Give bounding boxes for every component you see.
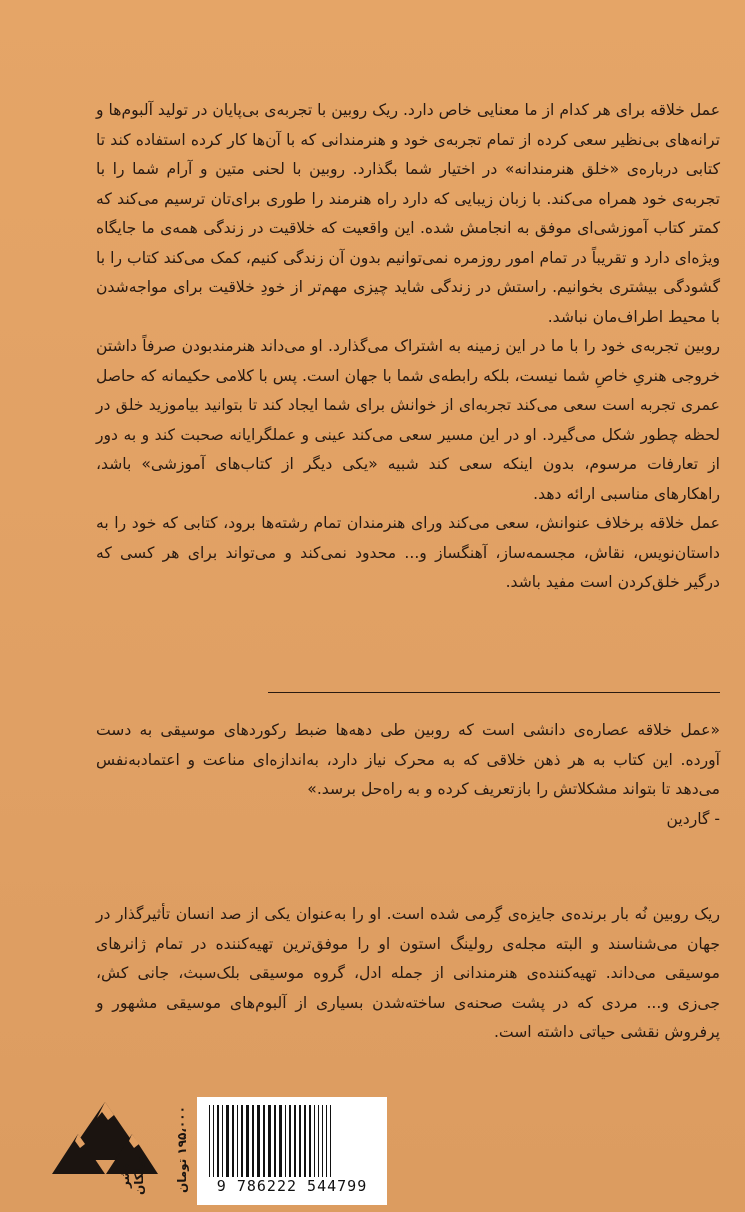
barcode-bar <box>263 1105 265 1177</box>
barcode-bar <box>209 1105 210 1177</box>
barcode-bar <box>294 1105 296 1177</box>
barcode-bar <box>304 1105 306 1177</box>
barcode-bar <box>226 1105 229 1177</box>
barcode-bar <box>289 1105 291 1177</box>
divider <box>268 692 720 693</box>
paragraph: روبین تجربه‌ی خود را با ما در این زمینه به اشتراک می‌گذارد. او می‌داند هنرمندبودن صرفاً داشتن خروجی هنریِ خاصِ شما نیست، بلکه رابطه‌ی شما با جهان است. پس با کلامی حکیمانه که حاصل عمری تجربه است سعی می‌کند تجربه‌ای از خوانش برای شما ایجاد کند تا بتوانید بیاموزید خلق در لحظه چطور شکل می‌گیرد. او در این مسیر سعی می‌کند عینی و عملگرایانه صحبت کند و به دور از تعارفات مرسوم، بدون اینکه سعی کند شبیه «یکی دیگر از کتاب‌های آموزشی» باشد، راهکارهای مناسبی ارائه دهد. <box>96 337 720 503</box>
barcode-bar <box>330 1105 331 1177</box>
barcode-bar <box>232 1105 234 1177</box>
barcode-bar <box>252 1105 254 1177</box>
isbn-number: 9 786222 544799 <box>216 1177 368 1195</box>
barcode-bar <box>246 1105 249 1177</box>
price-label: ۱۹۵،۰۰۰ تومان <box>175 1106 189 1194</box>
bio-text: ریک روبین نُه بار برنده‌ی جایزه‌ی گِرمی شده است. او را به‌عنوان یکی از صد انسان تأثیرگذار در جهان می‌شناسند و البته مجله‌ی رولینگ استون او را موفق‌ترین تهیه‌کننده در تمام ژانرهای موسیقی می‌داند. تهیه‌کننده‌ی هنرمندانی از جمله ادل، گروه موسیقی بلک‌سبث، جانی کش، جی‌زی و... مردی که در پشت صحنه‌ی ساخته‌شدن بسیاری از آلبوم‌های موسیقی مشهور و پرفروش نقشی حیاتی داشته است. <box>96 905 720 1041</box>
barcode <box>197 1097 387 1205</box>
barcode-bars <box>207 1105 377 1177</box>
barcode-bar <box>285 1105 286 1177</box>
barcode-bar <box>213 1105 214 1177</box>
barcode-bar <box>274 1105 276 1177</box>
barcode-bar <box>299 1105 301 1177</box>
quote-source: - گاردین <box>666 809 720 828</box>
description-text <box>96 96 720 598</box>
barcode-bar <box>314 1105 315 1177</box>
barcode-bar <box>257 1105 260 1177</box>
paragraph: عمل خلاقه برای هر کدام از ما معنایی خاص دارد. ریک روبین با تجربه‌ی بی‌پایان در تولید آلبوم‌ها و ترانه‌های بی‌نظیر سعی کرده از تمام تجربه‌ی خود و هنرمندانی که با آن‌ها کار کرده استفاده کند تا کتابی درباره‌ی «خلق هنرمندانه» در اختیار شما بگذارد. روبین با لحنی متین و آرام شما را با تجربه‌ی خود همراه می‌کند. با زبان زیبایی که دارد راه هنرمند را طوری برای‌تان ترسیم می‌کند که کمتر کتاب آموزشی‌ای موفق به انجامش شده. این واقعیت که خلاقیت در زندگی همه‌ی ما جایگاه ویژه‌ای دارد و تقریباً در تمام امور روزمره نمی‌توانیم بدون آن زندگی کنیم، کمک می‌کند کتاب را با گشودگی بیشتری بخوانیم. راستش در زندگی شاید چیزی مهم‌تر از خودِ خلاقیت برای مواجه‌شدن با محیط اطراف‌مان نباشد. <box>96 101 720 326</box>
barcode-bar <box>241 1105 243 1177</box>
barcode-bar <box>217 1105 219 1177</box>
quote-text: «عمل خلاقه عصاره‌ی دانشی است که روبین طی دهه‌ها ضبط رکوردهای موسیقی به دست آورده. این کتاب به هر ذهن خلاقی که به محرک نیاز دارد، به‌اندازه‌ای مناعت و اعتمادبه‌نفس می‌دهد تا بتواند مشکلاتش را بازتعریف کرده و به راه‌حل برسد.» <box>96 721 720 798</box>
barcode-bar <box>326 1105 327 1177</box>
author-bio <box>96 900 720 1048</box>
barcode-bar <box>318 1105 319 1177</box>
barcode-bar <box>322 1105 323 1177</box>
review-quote <box>96 716 720 834</box>
barcode-bar <box>279 1105 282 1177</box>
paragraph: عمل خلاقه برخلاف عنوانش، سعی می‌کند ورای هنرمندان تمام رشته‌ها برود، کتابی که خود را به داستان‌نویس، نقاش، مجسمه‌ساز، آهنگساز و... محدود نمی‌کند و می‌تواند برای هر کسی که درگیر خلق‌کردن است مفید باشد. <box>96 514 720 591</box>
barcode-bar <box>309 1105 311 1177</box>
barcode-bar <box>268 1105 271 1177</box>
barcode-bar <box>237 1105 238 1177</box>
barcode-bar <box>222 1105 223 1177</box>
publisher-name: نشر میلکان <box>118 1156 146 1196</box>
